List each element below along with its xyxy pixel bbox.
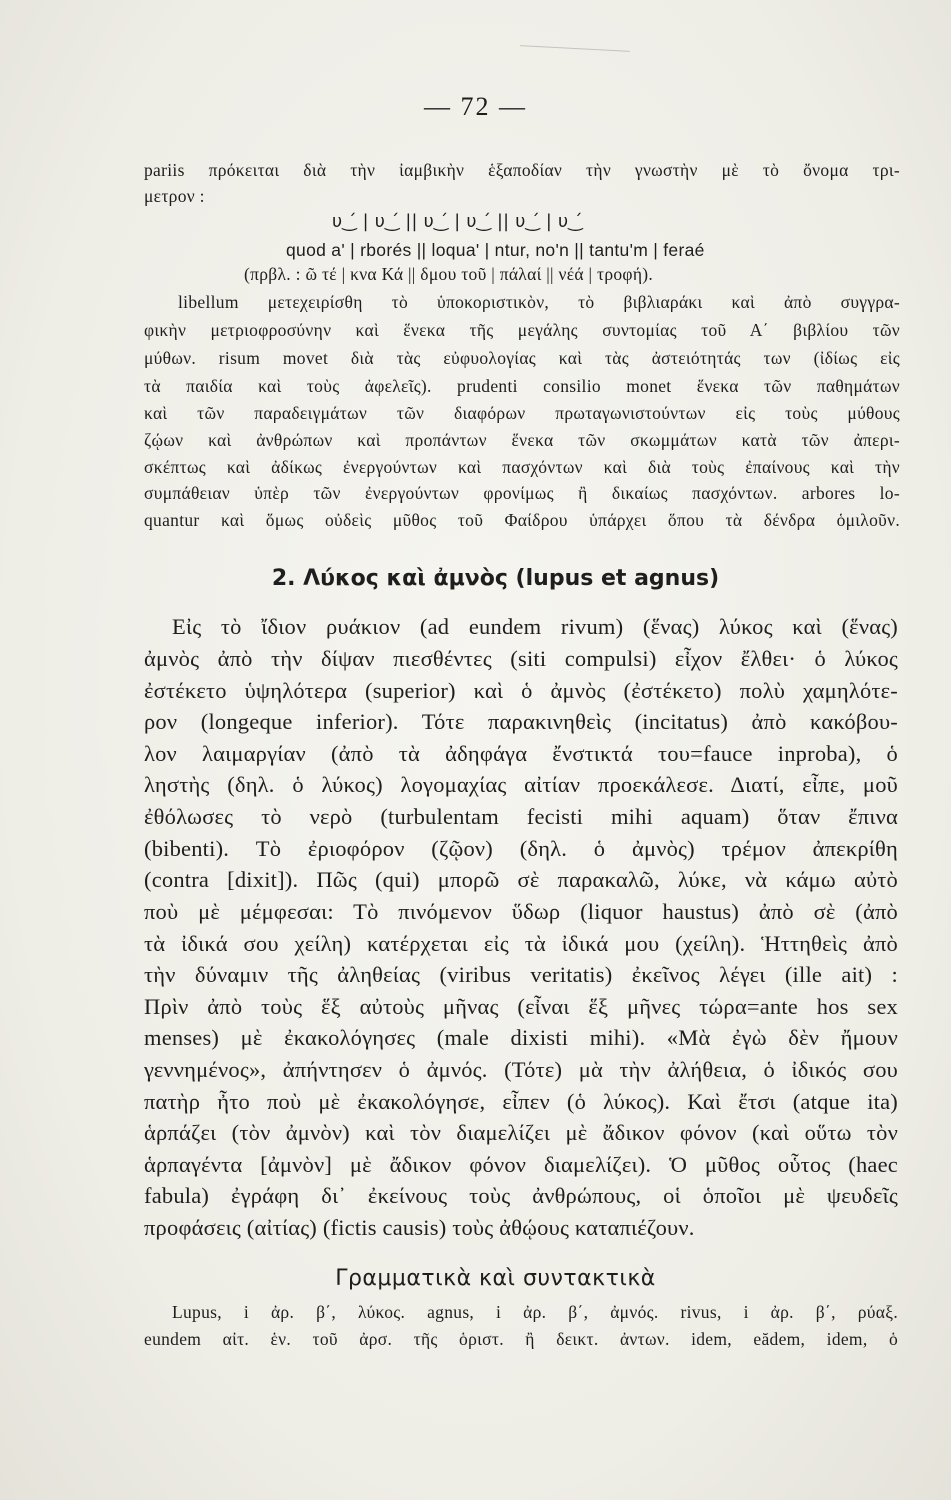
intro-line: σκέπτως καὶ ἀδίκως ἐνεργούντων καὶ πασχόντων καὶ διὰ τοὺς ἐπαίνους καὶ τὴν xyxy=(144,457,900,477)
meter-example-greek: (πρβλ. : ῶ τέ | κνα Κά || δμου τοῦ | πάλαί || νέά | τροφή). xyxy=(244,264,654,284)
intro-line: ζῴων καὶ ἀνθρώπων καὶ προπάντων ἕνεκα τῶν σκωμμάτων κατὰ τῶν ἀπερι- xyxy=(144,430,900,450)
intro-line: libellum μετεχειρίσθη τὸ ὑποκοριστικὸν, τὸ βιβλιαράκι καὶ ἀπὸ συγγρα- xyxy=(178,292,900,312)
fable-line: προφάσεις (αἰτίας) (fictis causis) τοὺς ἀθῴους καταπιέζουν. xyxy=(144,1215,695,1240)
fable-line: ἐστέκετο ὑψηλότερα (superior) καὶ ὁ ἀμνὸς (ἐστέκετο) πολὺ χαμηλότε- xyxy=(144,678,898,703)
fable-line: ἐθόλωσες τὸ νερὸ (turbulentam fecisti mihi aquam) ὅταν ἔπινα xyxy=(144,804,898,829)
intro-line: τὰ παιδία καὶ τοὺς ἀφελεῖς). prudenti consilio monet ἕνεκα τῶν παθημάτων xyxy=(144,376,900,396)
fable-line: ἀμνὸς ἀπὸ τὴν δίψαν πιεσθέντες (siti compulsi) εἶχον ἔλθει· ὁ λύκος xyxy=(144,646,898,671)
fable-line: ληστὴς (δηλ. ὁ λύκος) λογομαχίας αἰτίαν προεκάλεσε. Διατί, εἶπε, μοῦ xyxy=(144,772,898,797)
intro-line: συμπάθειαν ὑπὲρ τῶν ἐνεργούντων φρονίμως ἢ δικαίως πασχόντων. arbores lo- xyxy=(144,483,900,503)
fable-line: fabula) ἐγράφη δι᾽ ἐκείνους τοὺς ἀνθρώπους, οἱ ὁποῖοι μὲ ψευδεῖς xyxy=(144,1183,898,1208)
fable-line: ρον (longeque inferior). Τότε παρακινηθεὶς (incitatus) ἀπὸ κακόβου- xyxy=(144,709,898,734)
fable-line: λον λαιμαργίαν (ἀπὸ τὰ ἀδηφάγα ἔνστικτά του=fauce inproba), ὁ xyxy=(144,741,898,766)
intro-line: pariis πρόκειται διὰ τὴν ἰαμβικὴν ἑξαποδίαν τὴν γνωστὴν μὲ τὸ ὄνομα τρι- xyxy=(144,160,900,180)
intro-line: μετρον : xyxy=(144,186,205,206)
grammar-line: eundem αἰτ. ἑν. τοῦ ἀρσ. τῆς ὁριστ. ἢ δεικτ. ἀντων. idem, eădem, idem, ὁ xyxy=(144,1329,898,1349)
intro-line: φικὴν μετριοφροσύνην καὶ ἕνεκα τῆς μεγάλης συντομίας τοῦ Α΄ βιβλίου τῶν xyxy=(144,320,900,340)
grammar-line: Lupus, i ἀρ. β΄, λύκος. agnus, i ἀρ. β΄, ἀμνός. rivus, i ἀρ. β΄, ρύαξ. xyxy=(172,1302,898,1322)
grammar-title: Γραμματικὰ καὶ συντακτικὰ xyxy=(335,1266,656,1291)
fable-line: Εἰς τὸ ἴδιον ρυάκιον (ad eundem rivum) (ἕνας) λύκος καὶ (ἕνας) xyxy=(172,614,898,639)
intro-line: μύθων. risum movet διὰ τὰς εὐφυολογίας καὶ τὰς ἀστειότητάς των (ἰδίως εἰς xyxy=(144,348,900,368)
fable-line: πατὴρ ἦτο ποὺ μὲ ἐκακολόγησε, εἶπεν (ὁ λύκος). Καὶ ἔτσι (atque ita) xyxy=(144,1089,898,1114)
scan-artifact-line xyxy=(520,45,630,52)
fable-line: ἁρπαγέντα [ἀμνὸν] μὲ ἄδικον φόνον διαμελίζει). Ὁ μῦθος οὗτος (haec xyxy=(144,1152,898,1177)
fable-line: ἁρπάζει (τὸν ἀμνὸν) καὶ τὸν διαμελίζει μὲ ἄδικον φόνον (καὶ οὕτω τὸν xyxy=(144,1120,898,1145)
fable-line: ποὺ μὲ μέμφεσαι: Τὸ πινόμενον ὕδωρ (liquor haustus) ἀπὸ σὲ (ἀπὸ xyxy=(144,899,898,924)
fable-line: τὰ ἰδικά σου χείλη) κατέρχεται εἰς τὰ ἰδικά μου (χείλη). Ἡττηθεὶς ἀπὸ xyxy=(144,931,898,956)
fable-line: τὴν δύναμιν τῆς ἀληθείας (viribus veritatis) ἐκεῖνος λέγει (ille ait) : xyxy=(144,962,898,987)
meter-example-latin: quod a' | rborés || loqua' | ntur, no'n || tantu'm | feraé xyxy=(286,240,705,260)
meter-scansion: υ⁠‿́ | υ‿́ || υ‿́ | υ‿́ || υ‿́ | υ‿́ xyxy=(332,212,583,232)
fable-line: γεννημένος», ἀπήντησεν ὁ ἀμνός. (Τότε) μὰ τὴν ἀλήθεια, ὁ ἰδικός σου xyxy=(144,1057,898,1082)
fable-line: menses) μὲ ἐκακολόγησες (male dixisti mihi). «Μὰ ἐγὼ δὲν ἤμουν xyxy=(144,1025,898,1050)
page-number: — 72 — xyxy=(424,92,527,121)
intro-line: καὶ τῶν παραδειγμάτων τῶν διαφόρων πρωταγωνιστούντων εἰς τοὺς μύθους xyxy=(144,403,900,423)
fable-line: Πρὶν ἀπὸ τοὺς ἕξ αὐτοὺς μῆνας (εἶναι ἕξ μῆνες τώρα=ante hos sex xyxy=(144,994,898,1019)
intro-line: quantur καὶ ὅμως οὐδεὶς μῦθος τοῦ Φαίδρου ὑπάρχει ὅπου τὰ δένδρα ὁμιλοῦν. xyxy=(144,510,900,530)
fable-line: (contra [dixit]). Πῶς (qui) μπορῶ σὲ παρακαλῶ, λύκε, νὰ κάμω αὐτὸ xyxy=(144,867,898,892)
section-title: 2. Λύκος καὶ ἀμνὸς (lupus et agnus) xyxy=(271,566,720,591)
fable-line: (bibenti). Τὸ ἐριοφόρον (ζῷον) (δηλ. ὁ ἀμνὸς) τρέμον ἀπεκρίθη xyxy=(144,836,898,861)
